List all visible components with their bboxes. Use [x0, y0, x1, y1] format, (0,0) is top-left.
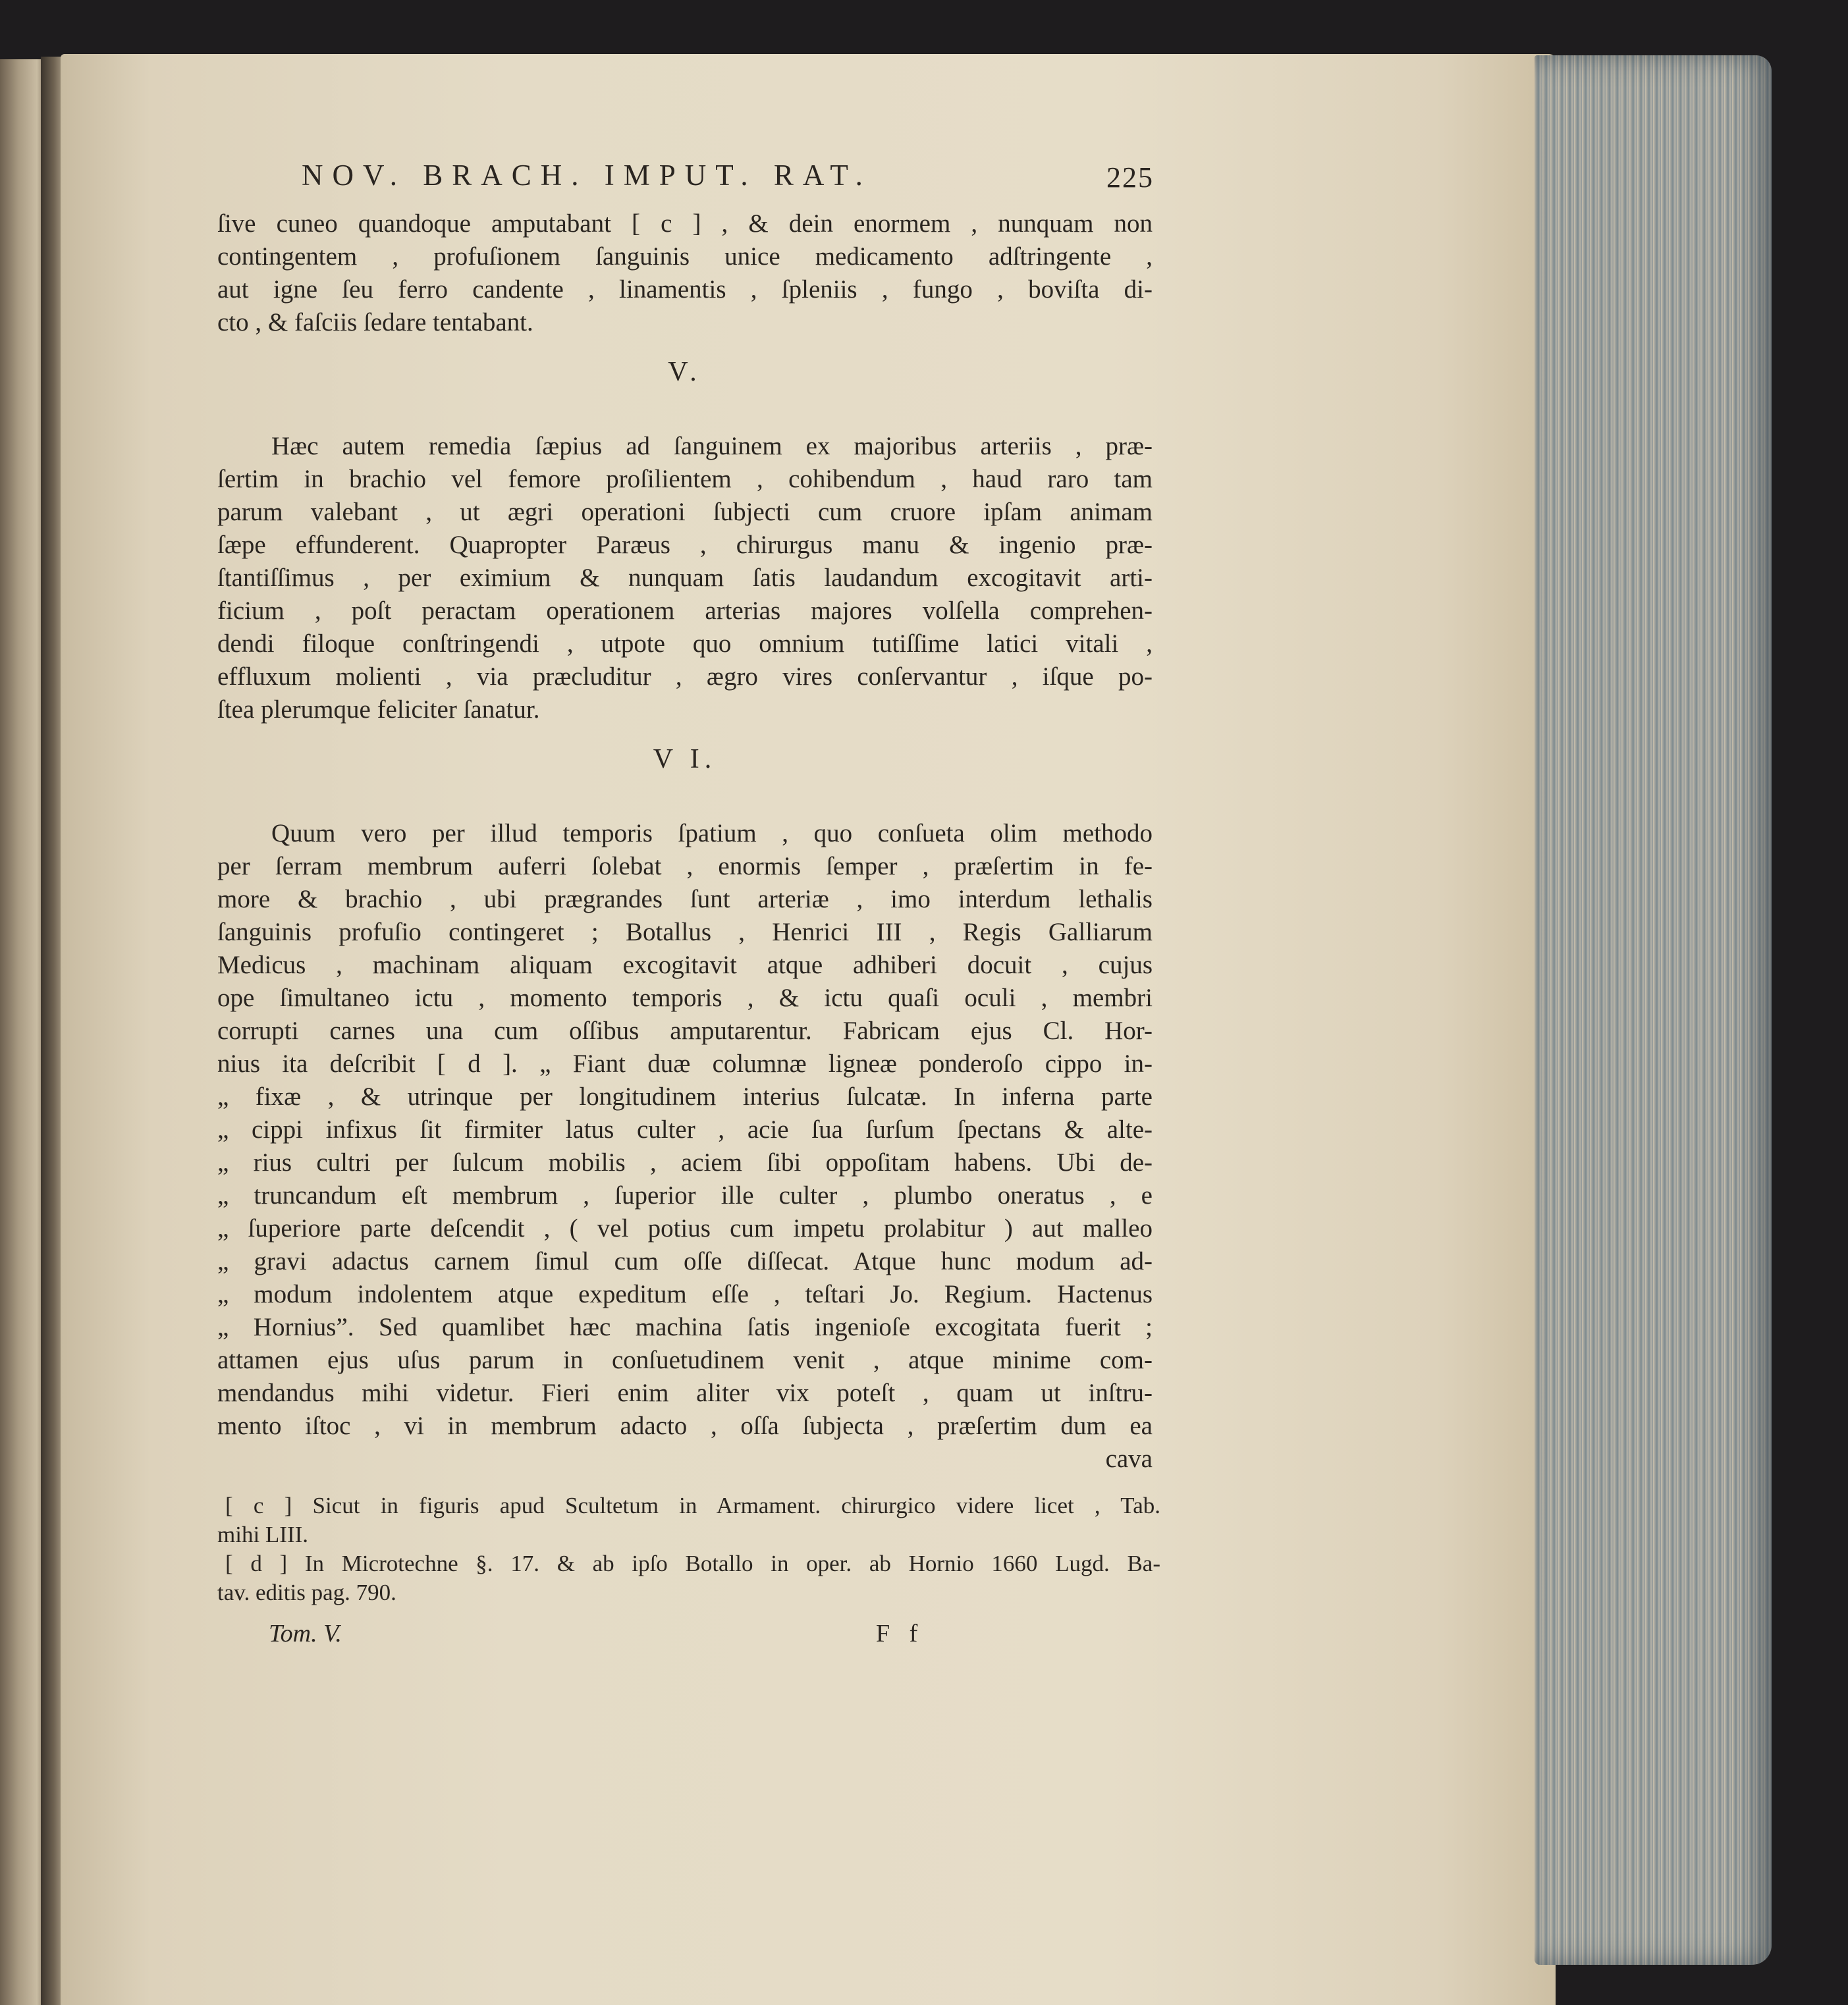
text-line: mendandus mihi videtur. Fieri enim aliter vix poteſt , quam ut inſtru- [217, 1379, 1153, 1407]
text-line: parum valebant , ut ægri operationi ſubjecti cum cruore ipſam animam [217, 498, 1153, 526]
text-line: „ modum indolentem atque expeditum eſſe , teſtari Jo. Regium. Hactenus [217, 1280, 1153, 1308]
running-head: NOV. BRACH. IMPUT. RAT. [302, 159, 872, 192]
section-heading-vi: V I. [653, 744, 717, 774]
text-line: aut igne ſeu ferro candente , linamentis , ſpleniis , fungo , boviſta di- [217, 275, 1153, 304]
text-line: „ cippi infixus ſit firmiter latus culter , acie ſua ſurſum ſpectans & alte- [217, 1115, 1153, 1144]
footnotes [217, 1491, 1160, 1607]
text-line: ſive cuneo quandoque amputabant [ c ] , & dein enormem , nunquam non [217, 209, 1153, 238]
left-page-edge [0, 59, 46, 2005]
page-header [217, 158, 1153, 207]
text-line: more & brachio , ubi prægrandes ſunt arteriæ , imo interdum lethalis [217, 885, 1153, 913]
page-footer [217, 1613, 1153, 1659]
section-vi-paragraph [217, 817, 1153, 1476]
signature-mark: F f [876, 1620, 925, 1647]
intro-paragraph [217, 207, 1153, 339]
text-line: ſertim in brachio vel femore proſilientem , cohibendum , haud raro tam [217, 465, 1153, 493]
text-line: Medicus , machinam aliquam excogitavit atque adhiberi docuit , cujus [217, 951, 1153, 979]
text-line: ſtea plerumque feliciter ſanatur. [217, 695, 540, 724]
text-line: effluxum molienti , via præcluditur , ægro vires conſervantur , iſque po- [217, 662, 1153, 691]
text-line: ope ſimultaneo ictu , momento temporis , & ictu quaſi oculi , membri [217, 984, 1153, 1012]
text-line: per ſerram membrum auferri ſolebat , enormis ſemper , præſertim in fe- [217, 852, 1153, 880]
text-line: ficium , poſt peractam operationem arterias majores volſella comprehen- [217, 597, 1153, 625]
text-line: ſæpe effunderent. Quapropter Paræus , chirurgus manu & ingenio præ- [217, 531, 1153, 559]
text-line: Quum vero per illud temporis ſpatium , quo conſueta olim methodo [271, 819, 1153, 847]
text-line: „ truncandum eſt membrum , ſuperior ille culter , plumbo oneratus , e [217, 1181, 1153, 1210]
text-line: „ rius cultri per ſulcum mobilis , aciem ſibi oppoſitam habens. Ubi de- [217, 1148, 1153, 1177]
text-line: contingentem , profuſionem ſanguinis unice medicamento adſtringente , [217, 242, 1153, 271]
catchword: cava [1105, 1445, 1153, 1473]
text-line: attamen ejus uſus parum in conſuetudinem venit , atque minime com- [217, 1346, 1153, 1374]
section-heading-v: V. [668, 357, 702, 387]
text-line: cto , & faſciis ſedare tentabant. [217, 308, 533, 336]
footnote-line: mihi LIII. [217, 1522, 309, 1547]
text-line: „ gravi adactus carnem ſimul cum oſſe diſſecat. Atque hunc modum ad- [217, 1247, 1153, 1275]
section-v-paragraph [217, 430, 1153, 726]
footnote-line: [ c ] Sicut in figuris apud Scultetum in Armament. chirurgico videre licet , Tab. [225, 1493, 1160, 1518]
text-line: corrupti carnes una cum oſſibus amputarentur. Fabricam ejus Cl. Hor- [217, 1017, 1153, 1045]
footnote-line: tav. editis pag. 790. [217, 1580, 396, 1605]
text-line: „ ſuperiore parte deſcendit , ( vel potius cum impetu prolabitur ) aut malleo [217, 1214, 1153, 1243]
text-line: ſtantiſſimus , per eximium & nunquam ſatis laudandum excogitavit arti- [217, 564, 1153, 592]
text-line: ſanguinis profuſio contingeret ; Botallus , Henrici III , Regis Galliarum [217, 918, 1153, 946]
volume-label: Tom. V. [269, 1620, 342, 1647]
page-text [217, 158, 1160, 1659]
text-line: dendi filoque conſtringendi , utpote quo omnium tutiſſime latici vitali , [217, 629, 1153, 658]
text-line: „ Hornius”. Sed quamlibet hæc machina ſatis ingenioſe excogitata fuerit ; [217, 1313, 1153, 1341]
text-line: mento iſtoc , vi in membrum adacto , oſſa ſubjecta , præſertim dum ea [217, 1412, 1153, 1440]
text-line: nius ita deſcribit [ d ]. „ Fiant duæ columnæ ligneæ ponderoſo cippo in- [217, 1050, 1153, 1078]
page-number: 225 [1106, 161, 1154, 194]
page-block-edges [1535, 55, 1772, 1965]
footnote-line: [ d ] In Microtechne §. 17. & ab ipſo Botallo in oper. ab Hornio 1660 Lugd. Ba- [225, 1551, 1160, 1576]
text-line: Hæc autem remedia ſæpius ad ſanguinem ex majoribus arteriis , præ- [271, 432, 1153, 460]
text-line: „ fixæ , & utrinque per longitudinem interius ſulcatæ. In inferna parte [217, 1083, 1153, 1111]
